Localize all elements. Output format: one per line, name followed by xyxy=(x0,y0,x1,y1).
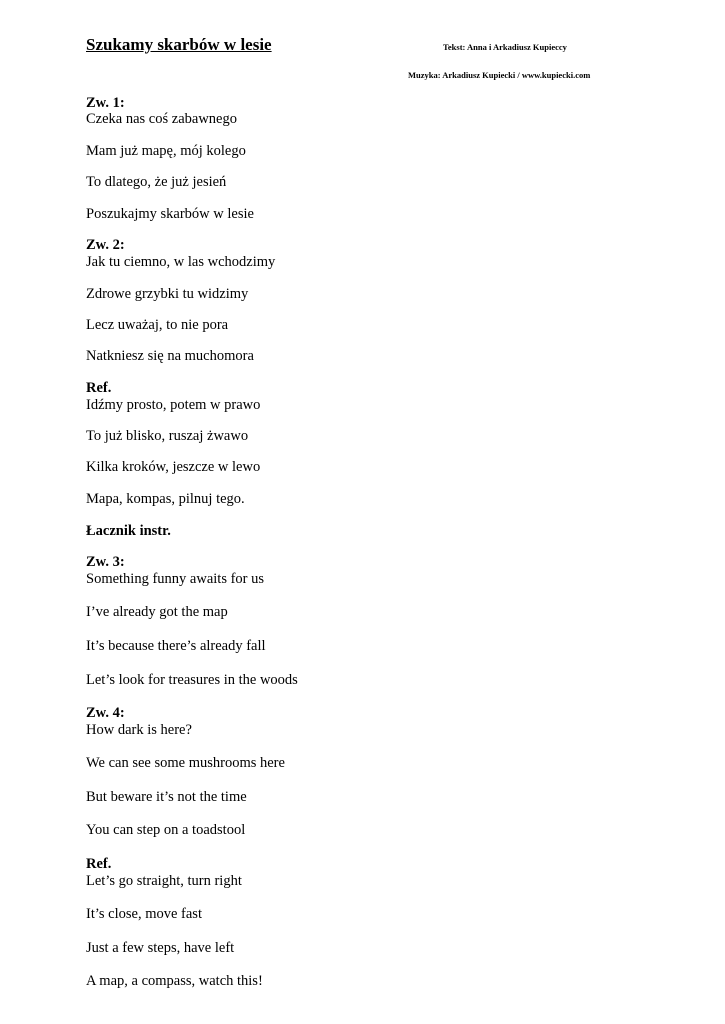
verse-4-line-2: We can see some mushrooms here xyxy=(86,755,285,771)
section-label-verse-4: Zw. 4: xyxy=(86,705,125,721)
verse-3-line-4: Let’s look for treasures in the woods xyxy=(86,672,298,688)
refrain-1-line-1: Idźmy prosto, potem w prawo xyxy=(86,397,261,413)
refrain-2-line-4: A map, a compass, watch this! xyxy=(86,973,263,989)
section-label-instrumental: Łacznik instr. xyxy=(86,523,171,539)
verse-1-line-3: To dlatego, że już jesień xyxy=(86,174,227,190)
verse-2-line-3: Lecz uważaj, to nie pora xyxy=(86,317,229,333)
refrain-2-line-2: It’s close, move fast xyxy=(86,906,202,922)
refrain-1-line-4: Mapa, kompas, pilnuj tego. xyxy=(86,491,245,507)
refrain-1-line-2: To już blisko, ruszaj żwawo xyxy=(86,428,249,444)
section-label-verse-3: Zw. 3: xyxy=(86,554,125,570)
section-label-refrain-2: Ref. xyxy=(86,856,112,872)
section-label-verse-2: Zw. 2: xyxy=(86,237,125,253)
verse-4-line-3: But beware it’s not the time xyxy=(86,789,247,805)
verse-4-line-1: How dark is here? xyxy=(86,722,192,738)
verse-3-line-1: Something funny awaits for us xyxy=(86,571,265,587)
refrain-2-line-3: Just a few steps, have left xyxy=(86,940,235,956)
section-label-refrain-1: Ref. xyxy=(86,380,112,396)
verse-2-line-2: Zdrowe grzybki tu widzimy xyxy=(86,286,249,302)
lyrics-credit: Tekst: Anna i Arkadiusz Kupieccy xyxy=(443,42,567,52)
verse-1-line-4: Poszukajmy skarbów w lesie xyxy=(86,206,254,222)
verse-1-line-1: Czeka nas coś zabawnego xyxy=(86,111,237,127)
verse-3-line-2: I’ve already got the map xyxy=(86,604,228,620)
verse-1-line-2: Mam już mapę, mój kolego xyxy=(86,143,246,159)
refrain-1-line-3: Kilka kroków, jeszcze w lewo xyxy=(86,459,261,475)
verse-2-line-1: Jak tu ciemno, w las wchodzimy xyxy=(86,254,276,270)
verse-2-line-4: Natkniesz się na muchomora xyxy=(86,348,254,364)
refrain-2-line-1: Let’s go straight, turn right xyxy=(86,873,242,889)
verse-4-line-4: You can step on a toadstool xyxy=(86,822,246,838)
verse-3-line-3: It’s because there’s already fall xyxy=(86,638,266,654)
section-label-verse-1: Zw. 1: xyxy=(86,95,125,111)
music-credit: Muzyka: Arkadiusz Kupiecki / www.kupiecki.com xyxy=(408,70,591,80)
song-title: Szukamy skarbów w lesie xyxy=(86,35,272,54)
